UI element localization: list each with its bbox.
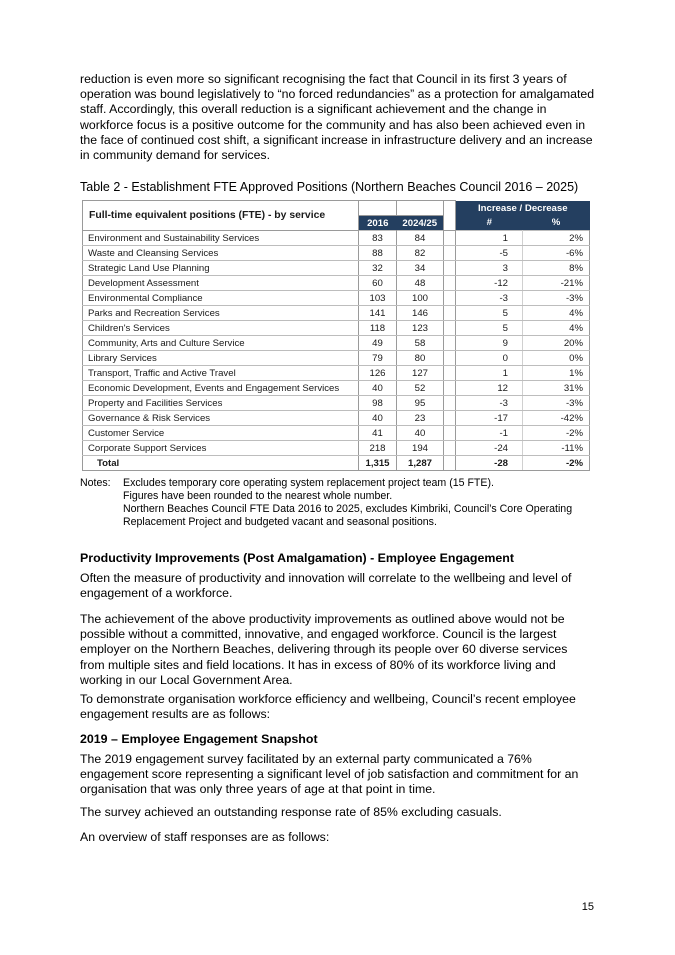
cell-pct: -3% (523, 291, 590, 306)
table-row (83, 426, 590, 441)
cell-2024: 34 (397, 261, 444, 276)
table-row (83, 276, 590, 291)
cell-2024: 123 (397, 321, 444, 336)
cell-2016: 118 (359, 321, 397, 336)
cell-service: Governance & Risk Services (83, 411, 359, 426)
cell-pct: 1% (523, 366, 590, 381)
fte-table (82, 200, 590, 471)
header-pct: % (523, 216, 590, 231)
cell-2016: 88 (359, 246, 397, 261)
cell-2024: 1,287 (397, 456, 444, 471)
cell-2016: 83 (359, 231, 397, 246)
cell-2024: 84 (397, 231, 444, 246)
cell-service: Customer Service (83, 426, 359, 441)
header-change: Increase / Decrease (456, 201, 590, 216)
cell-change: 3 (456, 261, 523, 276)
section-heading: Productivity Improvements (Post Amalgamation) - Employee Engagement (80, 551, 514, 565)
cell-service: Community, Arts and Culture Service (83, 336, 359, 351)
cell-service: Economic Development, Events and Engagement Services (83, 381, 359, 396)
cell-service: Waste and Cleansing Services (83, 246, 359, 261)
cell-change: 1 (456, 366, 523, 381)
note-line-3: Northern Beaches Council FTE Data 2016 to 2025, excludes Kimbriki, Council’s Core Operating Replacement Project and budgeted vacant and seasonal positions. (123, 503, 573, 528)
cell-2024: 194 (397, 441, 444, 456)
cell-2024: 80 (397, 351, 444, 366)
cell-pct: -11% (523, 441, 590, 456)
cell-change: 1 (456, 231, 523, 246)
cell-pct: -2% (523, 426, 590, 441)
cell-change: 5 (456, 321, 523, 336)
cell-pct: 20% (523, 336, 590, 351)
table-caption: Table 2 - Establishment FTE Approved Positions (Northern Beaches Council 2016 – 2025) (80, 180, 579, 194)
cell-pct: 8% (523, 261, 590, 276)
table-body (83, 231, 590, 471)
table-row (83, 321, 590, 336)
cell-2016: 40 (359, 411, 397, 426)
header-2024: 2024/25 (397, 216, 444, 231)
paragraph-overview: An overview of staff responses are as follows: (80, 830, 330, 844)
header-2016: 2016 (359, 216, 397, 231)
notes-label: Notes: (80, 477, 111, 489)
table-row (83, 336, 590, 351)
table-row (83, 351, 590, 366)
table-row (83, 291, 590, 306)
cell-service: Children's Services (83, 321, 359, 336)
table-total-row (83, 456, 590, 471)
cell-change: 5 (456, 306, 523, 321)
cell-change: -3 (456, 291, 523, 306)
cell-2024: 40 (397, 426, 444, 441)
cell-pct: -3% (523, 396, 590, 411)
cell-2016: 218 (359, 441, 397, 456)
cell-2016: 126 (359, 366, 397, 381)
paragraph-engagement-intro: To demonstrate organisation workforce efficiency and wellbeing, Council’s recent employee engagement results are as follows: (80, 692, 576, 722)
cell-2024: 52 (397, 381, 444, 396)
cell-2024: 23 (397, 411, 444, 426)
cell-pct: -2% (523, 456, 590, 471)
snapshot-heading: 2019 – Employee Engagement Snapshot (80, 732, 318, 746)
cell-2016: 41 (359, 426, 397, 441)
table-row (83, 381, 590, 396)
cell-service: Library Services (83, 351, 359, 366)
paragraph-productivity: Often the measure of productivity and innovation will correlate to the wellbeing and level of engagement of a workforce. (80, 571, 572, 601)
cell-pct: 31% (523, 381, 590, 396)
cell-2016: 49 (359, 336, 397, 351)
cell-change: -24 (456, 441, 523, 456)
cell-2024: 82 (397, 246, 444, 261)
cell-change: 9 (456, 336, 523, 351)
table-row (83, 396, 590, 411)
cell-2016: 1,315 (359, 456, 397, 471)
cell-pct: -21% (523, 276, 590, 291)
cell-2016: 98 (359, 396, 397, 411)
cell-service: Environment and Sustainability Services (83, 231, 359, 246)
note-line-1: Excludes temporary core operating system replacement project team (15 FTE). (123, 477, 494, 489)
cell-change: -1 (456, 426, 523, 441)
cell-2024: 127 (397, 366, 444, 381)
notes (80, 477, 600, 529)
paragraph-response-rate: The survey achieved an outstanding response rate of 85% excluding casuals. (80, 805, 502, 819)
header-service: Full-time equivalent positions (FTE) - by service (83, 201, 359, 231)
cell-2024: 48 (397, 276, 444, 291)
cell-2016: 40 (359, 381, 397, 396)
cell-change: -17 (456, 411, 523, 426)
cell-service: Strategic Land Use Planning (83, 261, 359, 276)
table-row (83, 411, 590, 426)
table-row (83, 231, 590, 246)
table-row (83, 306, 590, 321)
table-row (83, 246, 590, 261)
cell-2024: 58 (397, 336, 444, 351)
cell-2024: 95 (397, 396, 444, 411)
cell-pct: 0% (523, 351, 590, 366)
table-row (83, 261, 590, 276)
intro-paragraph: reduction is even more so significant recognising the fact that Council in its first 3 years of operation was bound legislatively to “no forced redundancies” as a protection for amalgamated staff. Accordingly, this overall reduction is a significant achievement and the change in workforce focus is a positive outcome for the community and has also been achieved even in the face of continued cost shift, a significant increase in infrastructure delivery and an increase in community demand for services. (80, 72, 595, 163)
cell-service: Property and Facilities Services (83, 396, 359, 411)
cell-service: Environmental Compliance (83, 291, 359, 306)
cell-change: -3 (456, 396, 523, 411)
page-number: 15 (581, 901, 594, 913)
cell-2024: 100 (397, 291, 444, 306)
cell-2016: 79 (359, 351, 397, 366)
cell-change: 0 (456, 351, 523, 366)
table-header-row-1 (83, 201, 590, 216)
cell-pct: -42% (523, 411, 590, 426)
cell-service: Transport, Traffic and Active Travel (83, 366, 359, 381)
paragraph-workforce: The achievement of the above productivity improvements as outlined above would not be possible without a committed, innovative, and engaged workforce. Council is the largest employer on the Northern Beaches, delivering through its people over 60 diverse services from multiple sites and field locations. It has in excess of 80% of its workforce living and working in our Local Government Area. (80, 612, 568, 687)
cell-pct: -6% (523, 246, 590, 261)
cell-service: Parks and Recreation Services (83, 306, 359, 321)
cell-pct: 4% (523, 321, 590, 336)
header-count: # (456, 216, 523, 231)
note-line-2: Figures have been rounded to the nearest whole number. (123, 490, 393, 502)
cell-change: -5 (456, 246, 523, 261)
cell-service: Corporate Support Services (83, 441, 359, 456)
table-row (83, 441, 590, 456)
cell-service: Total (83, 456, 359, 471)
cell-2016: 141 (359, 306, 397, 321)
cell-change: -28 (456, 456, 523, 471)
cell-2016: 103 (359, 291, 397, 306)
cell-pct: 2% (523, 231, 590, 246)
cell-service: Development Assessment (83, 276, 359, 291)
cell-2016: 32 (359, 261, 397, 276)
table-row (83, 366, 590, 381)
cell-2024: 146 (397, 306, 444, 321)
cell-change: 12 (456, 381, 523, 396)
paragraph-survey: The 2019 engagement survey facilitated by an external party communicated a 76% engagement score representing a significant level of job satisfaction and commitment for an organisation that was only three years of age at that point in time. (80, 752, 579, 797)
cell-change: -12 (456, 276, 523, 291)
cell-pct: 4% (523, 306, 590, 321)
cell-2016: 60 (359, 276, 397, 291)
